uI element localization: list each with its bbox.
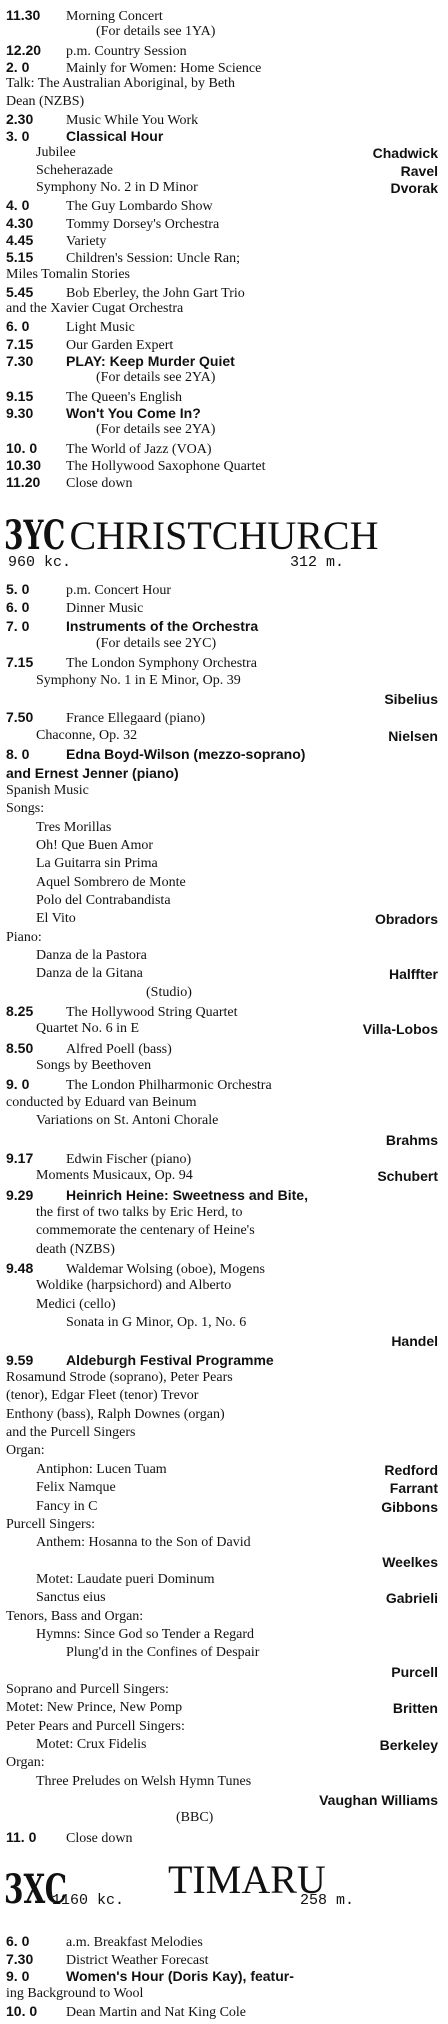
programme-text: (For details see 2YA) bbox=[96, 370, 216, 386]
time-label: 8. 0 bbox=[6, 746, 30, 763]
station-header-3yc bbox=[4, 512, 378, 559]
programme-text: Morning Concert bbox=[66, 9, 163, 24]
listing-line bbox=[6, 1571, 442, 1589]
programme-text: Medici (cello) bbox=[36, 1296, 116, 1312]
listing-line bbox=[6, 6, 442, 24]
time-label: 9.59 bbox=[6, 1351, 34, 1368]
listing-line bbox=[6, 144, 442, 162]
programme-text: Piano: bbox=[6, 929, 42, 945]
programme-text: Sanctus eius bbox=[36, 1590, 106, 1606]
time-label: 10. 0 bbox=[6, 2003, 38, 2019]
composer-name: Obradors bbox=[374, 911, 438, 928]
time-label: 7.15 bbox=[6, 335, 34, 352]
programme-text: Hymns: Since God so Tender a Regard bbox=[36, 1626, 255, 1642]
listing-line bbox=[6, 127, 442, 145]
time-label: 2. 0 bbox=[6, 58, 30, 75]
station-frequency: 1160 kc. bbox=[52, 1892, 125, 1909]
time-label: 9.48 bbox=[6, 1259, 34, 1276]
programme-text: Antiphon: Lucen Tuam bbox=[36, 1461, 167, 1477]
programme-text: Motet: Crux Fidelis bbox=[36, 1737, 147, 1753]
listing-line bbox=[6, 764, 442, 782]
programme-text: Close down bbox=[66, 476, 133, 492]
programme-text: Plung'd in the Confines of Despair bbox=[66, 1645, 260, 1661]
programme-text: Sonata in G Minor, Op. 1, No. 6 bbox=[66, 1315, 247, 1330]
listing-line bbox=[6, 1498, 442, 1516]
programme-text: Rosamund Strode (soprano), Peter Pears bbox=[6, 1370, 233, 1386]
programme-text: (For details see 2YC) bbox=[96, 636, 217, 652]
programme-text: Women's Hour (Doris Kay), featur- bbox=[66, 1968, 294, 1984]
station-city: TIMARU bbox=[168, 1857, 326, 1902]
listing-line bbox=[6, 1002, 442, 1020]
listing-line bbox=[6, 1663, 442, 1681]
listing-line bbox=[6, 214, 442, 232]
listing-line bbox=[6, 965, 442, 983]
composer-name: Sibelius bbox=[384, 691, 438, 708]
listing-line bbox=[6, 984, 442, 1002]
programme-text: Motet: New Prince, New Pomp bbox=[6, 1700, 183, 1716]
listing-line bbox=[6, 248, 442, 266]
programme-text: The Hollywood String Quartet bbox=[66, 1005, 238, 1021]
programme-text: and the Xavier Cugat Orchestra bbox=[6, 301, 184, 317]
time-label: 7. 0 bbox=[6, 617, 30, 634]
listing-line bbox=[6, 1075, 442, 1093]
listing-line bbox=[6, 439, 442, 457]
time-label: 9.29 bbox=[6, 1186, 34, 1203]
listing-line bbox=[6, 580, 442, 598]
listing-line bbox=[6, 1608, 442, 1626]
programme-text: Quartet No. 6 in E bbox=[36, 1021, 140, 1037]
programme-text: (tenor), Edgar Fleet (tenor) Trevor bbox=[6, 1388, 199, 1404]
time-label: 8.50 bbox=[6, 1039, 34, 1056]
listing-line bbox=[6, 800, 442, 818]
programme-text: Polo del Contrabandista bbox=[36, 892, 171, 908]
programme-text: Aquel Sombrero de Monte bbox=[36, 874, 186, 890]
listing-line bbox=[6, 617, 442, 635]
programme-text: France Ellegaard (piano) bbox=[66, 711, 206, 727]
programme-text: Peter Pears and Purcell Singers: bbox=[6, 1718, 185, 1734]
listing-line bbox=[6, 1020, 442, 1038]
listing-line bbox=[6, 404, 442, 422]
listing-line bbox=[6, 335, 442, 353]
programme-text: Moments Musicaux, Op. 94 bbox=[36, 1168, 193, 1184]
programme-text: p.m. Concert Hour bbox=[66, 583, 171, 598]
programme-text: Talk: The Australian Aboriginal, by Beth bbox=[6, 76, 235, 92]
composer-name: Brahms bbox=[385, 1131, 438, 1148]
listing-line bbox=[6, 1259, 442, 1277]
listing-line bbox=[6, 196, 442, 214]
programme-text: Bob Eberley, the John Gart Trio bbox=[66, 285, 245, 301]
programme-text: Variations on St. Antoni Chorale bbox=[36, 1113, 219, 1129]
listing-line bbox=[6, 317, 442, 335]
programme-text: ing Background to Wool bbox=[6, 1985, 144, 2001]
listing-line bbox=[6, 1186, 442, 1204]
programme-text: Anthem: Hosanna to the Son of David bbox=[36, 1535, 251, 1551]
listing-line bbox=[6, 1296, 442, 1314]
listing-line bbox=[6, 369, 442, 387]
programme-text: The Queen's English bbox=[66, 389, 183, 405]
station-wavelength: 258 m. bbox=[300, 1892, 355, 1909]
composer-name: Redford bbox=[384, 1461, 438, 1478]
listing-line bbox=[6, 1149, 442, 1167]
time-label: 9.30 bbox=[6, 404, 34, 421]
programme-text: and the Purcell Singers bbox=[6, 1425, 136, 1441]
listing-line bbox=[6, 635, 442, 653]
time-label: 7.30 bbox=[6, 1950, 34, 1967]
programme-text: Edwin Fischer (piano) bbox=[66, 1151, 192, 1167]
programme-text: Dean Martin and Nat King Cole bbox=[66, 2005, 247, 2020]
listing-line bbox=[6, 855, 442, 873]
programme-text: El Vito bbox=[36, 911, 76, 927]
time-label: 7.50 bbox=[6, 709, 34, 726]
programme-text: Our Garden Expert bbox=[66, 337, 174, 353]
programme-text: Children's Session: Uncle Ran; bbox=[66, 251, 241, 267]
listing-line bbox=[6, 1553, 442, 1571]
programme-text: (For details see 2YA) bbox=[96, 422, 216, 438]
programme-text: PLAY: Keep Murder Quiet bbox=[66, 353, 235, 369]
programme-text: Instruments of the Orchestra bbox=[66, 617, 259, 634]
composer-name: Chadwick bbox=[372, 145, 438, 162]
listing-line bbox=[6, 1461, 442, 1479]
station-frequency: 960 kc. bbox=[8, 554, 72, 571]
listing-line bbox=[6, 947, 442, 965]
composer-name: Weelkes bbox=[382, 1553, 438, 1570]
composer-name: Vaughan Williams bbox=[319, 1792, 438, 1809]
station-callsign: 3YC bbox=[4, 512, 66, 559]
listing-line bbox=[6, 2002, 442, 2020]
listing-line bbox=[6, 266, 442, 284]
time-label: 4. 0 bbox=[6, 197, 30, 214]
listing-line bbox=[6, 1277, 442, 1295]
time-label: 5.45 bbox=[6, 283, 34, 300]
time-label: 10. 0 bbox=[6, 439, 38, 456]
programme-text: Songs: bbox=[6, 801, 45, 817]
listing-line bbox=[6, 1057, 442, 1075]
listing-line bbox=[6, 672, 442, 690]
time-label: 4.30 bbox=[6, 214, 34, 231]
time-label: 9. 0 bbox=[6, 1076, 30, 1093]
listing-line bbox=[6, 1222, 442, 1240]
time-label: 7.30 bbox=[6, 353, 34, 369]
composer-name: Purcell bbox=[391, 1663, 438, 1680]
time-label: 3. 0 bbox=[6, 128, 30, 145]
time-label: 4.45 bbox=[6, 231, 34, 248]
listing-line bbox=[6, 421, 442, 439]
listing-line bbox=[6, 1932, 442, 1950]
listing-line bbox=[6, 1314, 442, 1332]
programme-text: Motet: Laudate pueri Dominum bbox=[36, 1571, 215, 1587]
programme-text: Waldemar Wolsing (oboe), Mogens bbox=[66, 1261, 265, 1277]
listing-line bbox=[6, 283, 442, 301]
time-label: 9. 0 bbox=[6, 1968, 30, 1984]
programme-text: Three Preludes on Welsh Hymn Tunes bbox=[36, 1773, 252, 1789]
time-label: 12.20 bbox=[6, 41, 42, 58]
listing-line bbox=[6, 1442, 442, 1460]
listing-line bbox=[6, 1094, 442, 1112]
listing-line bbox=[6, 837, 442, 855]
programme-text: Dinner Music bbox=[66, 601, 144, 617]
programme-text: death (NZBS) bbox=[36, 1241, 115, 1257]
composer-name: Nielsen bbox=[388, 727, 438, 744]
time-label: 9.17 bbox=[6, 1149, 34, 1166]
programme-text: Dean (NZBS) bbox=[6, 93, 85, 109]
programme-text: Aldeburgh Festival Programme bbox=[66, 1351, 274, 1368]
listing-line bbox=[6, 727, 442, 745]
listing-line bbox=[6, 1131, 442, 1149]
composer-name: Dvorak bbox=[390, 180, 438, 196]
time-label: 5.15 bbox=[6, 249, 34, 266]
programme-text: Soprano and Purcell Singers: bbox=[6, 1682, 169, 1697]
programme-text: The London Symphony Orchestra bbox=[66, 656, 257, 672]
listing-line bbox=[6, 1167, 442, 1185]
programme-text: Woldike (harpsichord) and Alberto bbox=[36, 1278, 232, 1294]
programme-text: Symphony No. 2 in D Minor bbox=[36, 180, 198, 195]
programme-text: Variety bbox=[66, 233, 107, 249]
programme-text: Tommy Dorsey's Orchestra bbox=[66, 216, 220, 232]
programme-text: The Hollywood Saxophone Quartet bbox=[66, 458, 266, 474]
time-label: 2.30 bbox=[6, 110, 34, 127]
listing-line bbox=[6, 782, 442, 800]
listing-line bbox=[6, 1387, 442, 1405]
listing-line bbox=[6, 1332, 442, 1350]
time-label: 11.30 bbox=[6, 7, 41, 23]
listing-line bbox=[6, 1534, 442, 1552]
listing-line bbox=[6, 1479, 442, 1497]
programme-text: Danza de la Gitana bbox=[36, 966, 143, 982]
time-label: 11.20 bbox=[6, 474, 41, 491]
listing-line bbox=[6, 93, 442, 111]
programme-text: p.m. Country Session bbox=[66, 43, 187, 59]
programme-text: Oh! Que Buen Amor bbox=[36, 837, 154, 853]
programme-text: Mainly for Women: Home Science bbox=[66, 60, 262, 76]
listing-line bbox=[6, 179, 442, 197]
programme-text: Light Music bbox=[66, 320, 135, 336]
programme-text: Spanish Music bbox=[6, 782, 89, 798]
listing-line bbox=[6, 1516, 442, 1534]
programme-text: District Weather Forecast bbox=[66, 1952, 209, 1968]
listing-line bbox=[6, 1950, 442, 1968]
time-label: 9.15 bbox=[6, 387, 34, 404]
time-label: 11. 0 bbox=[6, 1828, 37, 1845]
listing-line bbox=[6, 1589, 442, 1607]
programme-text: The London Philharmonic Orchestra bbox=[66, 1078, 272, 1094]
composer-name: Ravel bbox=[400, 162, 438, 179]
listing-line bbox=[6, 300, 442, 318]
programme-text: Close down bbox=[66, 1830, 133, 1846]
listing-line bbox=[6, 1699, 442, 1717]
listing-line bbox=[6, 1112, 442, 1130]
programme-text: (Studio) bbox=[146, 984, 192, 1000]
programme-text: Symphony No. 1 in E Minor, Op. 39 bbox=[36, 672, 241, 688]
composer-name: Villa-Lobos bbox=[362, 1021, 438, 1038]
programme-text: (BBC) bbox=[176, 1810, 214, 1826]
listing-line bbox=[6, 231, 442, 249]
programme-text: Alfred Poell (bass) bbox=[66, 1041, 172, 1057]
programme-text: Organ: bbox=[6, 1443, 45, 1459]
listing-line bbox=[6, 1773, 442, 1791]
listing-line bbox=[6, 58, 442, 76]
time-label: 6. 0 bbox=[6, 1933, 30, 1949]
composer-name: Schubert bbox=[377, 1168, 438, 1185]
listing-line bbox=[6, 598, 442, 616]
programme-text: The Guy Lombardo Show bbox=[66, 199, 213, 215]
listing-line bbox=[6, 1369, 442, 1387]
time-label: 10.30 bbox=[6, 456, 42, 473]
composer-name: Britten bbox=[392, 1700, 438, 1717]
listing-line bbox=[6, 1424, 442, 1442]
listing-line bbox=[6, 653, 442, 671]
listing-line bbox=[6, 456, 442, 474]
programme-text: Tenors, Bass and Organ: bbox=[6, 1608, 144, 1624]
listing-line bbox=[6, 1791, 442, 1809]
time-label: 6. 0 bbox=[6, 318, 30, 335]
composer-name: Gabrieli bbox=[385, 1590, 438, 1607]
listing-line bbox=[6, 745, 442, 763]
programme-text: commemorate the centenary of Heine's bbox=[36, 1223, 255, 1239]
programme-text: Fancy in C bbox=[36, 1498, 98, 1514]
programme-text: the first of two talks by Eric Herd, to bbox=[36, 1204, 243, 1220]
programme-text: (For details see 1YA) bbox=[96, 24, 216, 40]
station-wavelength: 312 m. bbox=[290, 554, 345, 571]
programme-text: Won't You Come In? bbox=[66, 404, 201, 421]
listing-line bbox=[6, 819, 442, 837]
listing-line bbox=[6, 1985, 442, 2003]
listing-line bbox=[6, 1754, 442, 1772]
programme-text: Purcell Singers: bbox=[6, 1516, 96, 1532]
time-label: 8.25 bbox=[6, 1003, 34, 1020]
listing-line bbox=[6, 1644, 442, 1662]
programme-text: Music While You Work bbox=[66, 112, 199, 128]
composer-name: Handel bbox=[391, 1333, 438, 1350]
listing-line bbox=[6, 1039, 442, 1057]
programme-text: Miles Tomalin Stories bbox=[6, 266, 130, 282]
listing-line bbox=[6, 1351, 442, 1369]
programme-text: Tres Morillas bbox=[36, 819, 112, 835]
composer-name: Gibbons bbox=[381, 1498, 438, 1515]
listing-line bbox=[6, 929, 442, 947]
programme-text: Chaconne, Op. 32 bbox=[36, 727, 138, 743]
listing-line bbox=[6, 892, 442, 910]
listing-line bbox=[6, 1809, 442, 1827]
listing-line bbox=[6, 1828, 442, 1846]
listing-line bbox=[6, 910, 442, 928]
programme-text: and Ernest Jenner (piano) bbox=[6, 764, 179, 781]
programme-text: Danza de la Pastora bbox=[36, 948, 147, 963]
listing-line bbox=[6, 387, 442, 405]
listing-line bbox=[6, 1626, 442, 1644]
composer-name: Farrant bbox=[389, 1480, 438, 1497]
time-label: 5. 0 bbox=[6, 581, 30, 597]
listing-line bbox=[6, 1736, 442, 1754]
listing-line bbox=[6, 690, 442, 708]
listing-line bbox=[6, 162, 442, 180]
programme-text: Organ: bbox=[6, 1755, 45, 1771]
programme-text: a.m. Breakfast Melodies bbox=[66, 1935, 203, 1950]
programme-text: Scheherazade bbox=[36, 162, 113, 178]
listing-line bbox=[6, 1967, 442, 1985]
station-callsign: 3XC bbox=[4, 1866, 67, 1913]
programme-text: Jubilee bbox=[36, 145, 76, 161]
listing-line bbox=[6, 473, 442, 491]
programme-text: Songs by Beethoven bbox=[36, 1058, 152, 1074]
listing-line bbox=[6, 1406, 442, 1424]
listing-line bbox=[6, 110, 442, 128]
programme-text: conducted by Eduard van Beinum bbox=[6, 1094, 197, 1110]
listing-line bbox=[6, 352, 442, 370]
listing-line bbox=[6, 1204, 442, 1222]
programme-text: The World of Jazz (VOA) bbox=[66, 441, 212, 457]
composer-name: Berkeley bbox=[379, 1737, 438, 1754]
programme-text: La Guitarra sin Prima bbox=[36, 856, 158, 872]
time-label: 7.15 bbox=[6, 654, 34, 671]
listing-line bbox=[6, 1241, 442, 1259]
programme-text: Heinrich Heine: Sweetness and Bite, bbox=[66, 1186, 308, 1203]
listing-line bbox=[6, 1681, 442, 1699]
programme-text: Felix Namque bbox=[36, 1480, 116, 1496]
listing-line bbox=[6, 874, 442, 892]
time-label: 6. 0 bbox=[6, 599, 30, 616]
programme-text: Classical Hour bbox=[66, 128, 164, 145]
listing-line bbox=[6, 1718, 442, 1736]
listing-line bbox=[6, 41, 442, 59]
station-city: CHRISTCHURCH bbox=[69, 513, 379, 558]
listing-line bbox=[6, 23, 442, 41]
listing-line bbox=[6, 75, 442, 93]
composer-name: Halffter bbox=[388, 966, 438, 983]
listing-line bbox=[6, 708, 442, 726]
programme-text: Edna Boyd-Wilson (mezzo-soprano) bbox=[66, 746, 306, 763]
programme-text: Enthony (bass), Ralph Downes (organ) bbox=[6, 1406, 225, 1422]
